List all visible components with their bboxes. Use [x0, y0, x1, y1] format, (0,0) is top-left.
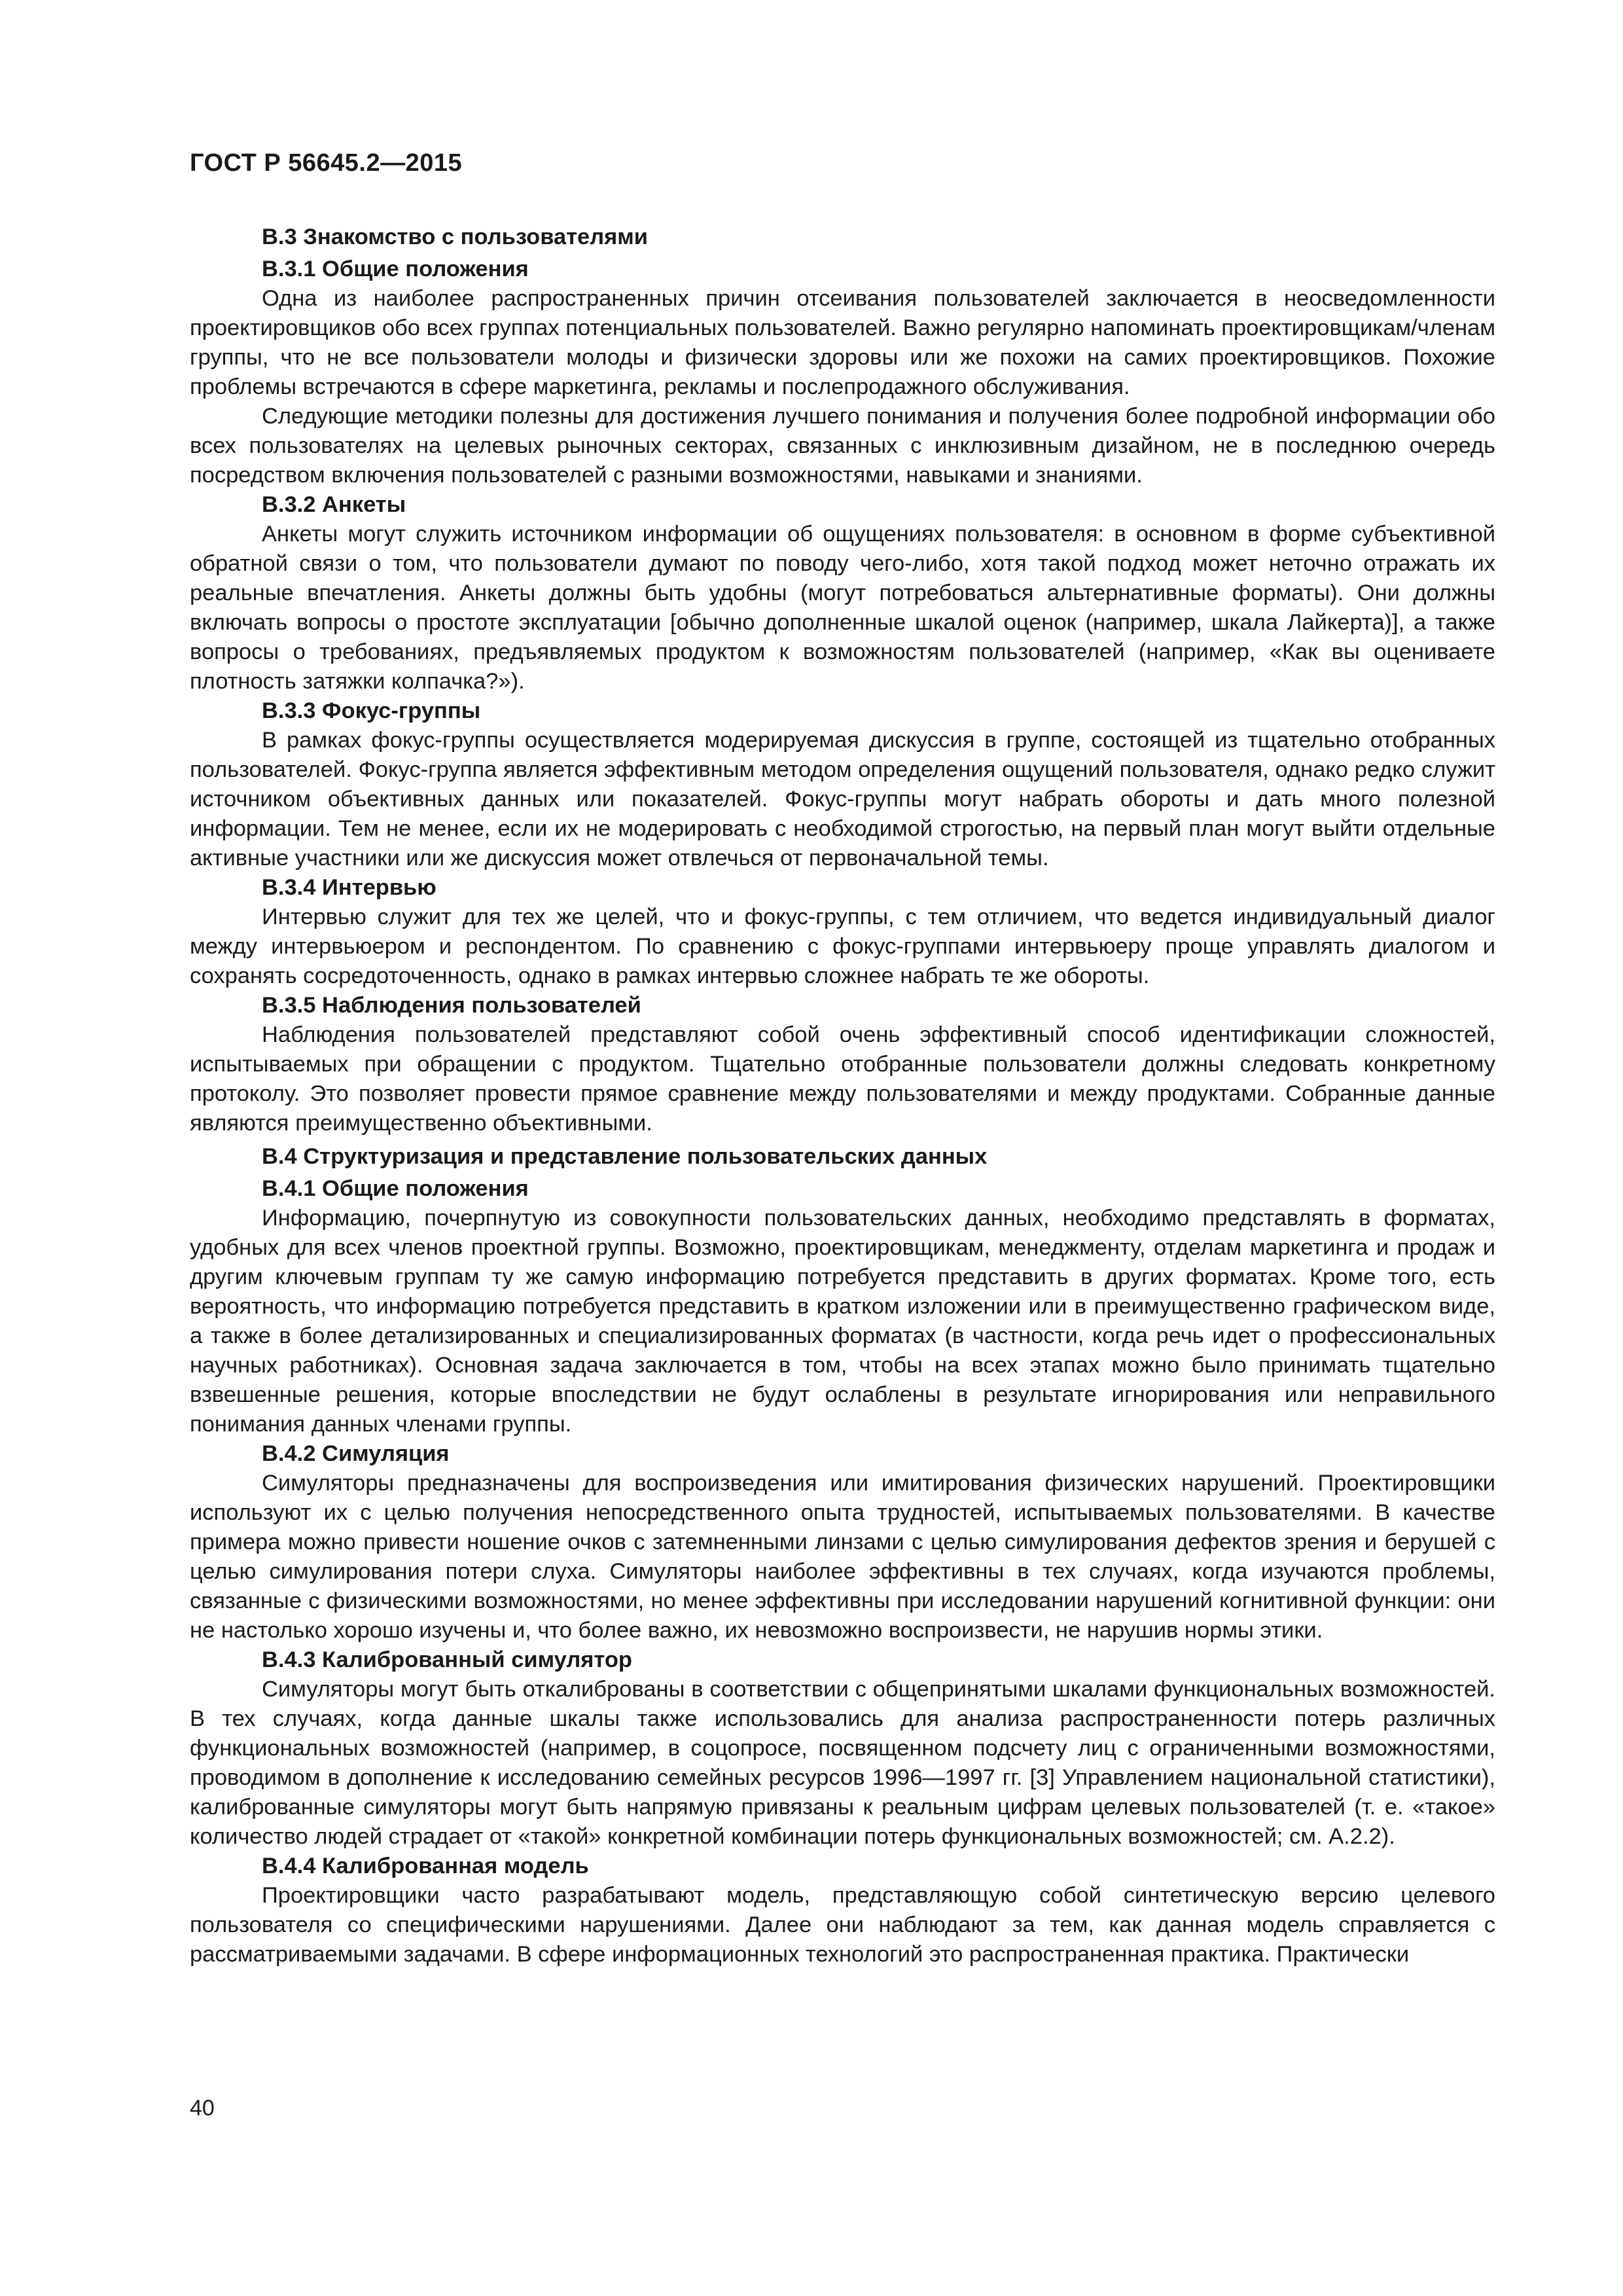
- section-b35-title: В.3.5 Наблюдения пользователей: [262, 993, 641, 1018]
- section-b35-paragraph-1: Наблюдения пользователей представляют собой очень эффективный способ идентификации сложностей, испытываемых при обращении с продуктом. Тщательно отобранные пользователи должны следовать конкретному протоколу. Это позволяет провести прямое сравнение между пользователями и между продуктами. Собранные данные являются преимущественно объективными.: [190, 1022, 1495, 1136]
- section-b33-paragraph-1: В рамках фокус-группы осуществляется модерируемая дискуссия в группе, состоящей из тщательно отобранных пользователей. Фокус-группа является эффективным методом определения ощущений пользователя, однако редко служит источником объективных данных или показателей. Фокус-группы могут набрать обороты и дать много полезной информации. Тем не менее, если их не модерировать с необходимой строгостью, на первый план могут выйти отдельные активные участники или же дискуссия может отвлечься от первоначальной темы.: [190, 728, 1495, 870]
- section-b3-title: В.3 Знакомство с пользователями: [262, 224, 649, 249]
- section-b33-title: В.3.3 Фокус-группы: [262, 698, 481, 723]
- standard-id-header: ГОСТ Р 56645.2—2015: [190, 149, 463, 177]
- section-b42-title: В.4.2 Симуляция: [262, 1441, 450, 1466]
- section-b44-paragraph-1: Проектировщики часто разрабатывают модель, представляющую собой синтетическую версию целевого пользователя со специфическими нарушениями. Далее они наблюдают за тем, как данная модель справляется с рассматриваемыми задачами. В сфере информационных технологий это распространенная практика. Практически: [190, 1883, 1495, 1967]
- section-b31-paragraph-1: Одна из наиболее распространенных причин отсеивания пользователей заключается в неосведомленности проектировщиков обо всех группах потенциальных пользователей. Важно регулярно напоминать проектировщикам/членам группы, что не все пользователи молоды и физически здоровы или же похожи на самих проектировщиков. Похожие проблемы встречаются в сфере маркетинга, рекламы и послепродажного обслуживания.: [190, 286, 1495, 399]
- section-b32-title: В.3.2 Анкеты: [262, 492, 406, 517]
- section-b42-paragraph-1: Симуляторы предназначены для воспроизведения или имитирования физических нарушений. Проектировщики используют их с целью получения непосредственного опыта трудностей, испытываемых пользователями. В качестве примера можно привести ношение очков с затемненными линзами с целью симулирования дефектов зрения и берушей с целью симулирования потери слуха. Симуляторы наиболее эффективны в тех случаях, когда изучаются проблемы, связанные с физическими возможностями, но менее эффективны при исследовании нарушений когнитивной функции: они не настолько хорошо изучены и, что более важно, их невозможно воспроизвести, не нарушив нормы этики.: [190, 1471, 1495, 1643]
- section-b41-title: В.4.1 Общие положения: [262, 1176, 529, 1201]
- section-b43-paragraph-1: Симуляторы могут быть откалиброваны в соответствии с общепринятыми шкалами функциональных возможностей. В тех случаях, когда данные шкалы также использовались для анализа распространенности потерь различных функциональных возможностей (например, в соцопросе, посвященном подсчету лиц с ограниченными возможностями, проводимом в дополнение к исследованию семейных ресурсов 1996—1997 гг. [3] Управлением национальной статистики), калиброванные симуляторы могут быть напрямую привязаны к реальным цифрам целевых пользователей (т. е. «такое» количество людей страдает от «такой» конкретной комбинации потерь функциональных возможностей; см. А.2.2).: [190, 1677, 1495, 1849]
- section-b44-title: В.4.4 Калиброванная модель: [262, 1854, 589, 1878]
- page-number: 40: [190, 2096, 215, 2121]
- section-b31-paragraph-2: Следующие методики полезны для достижения лучшего понимания и получения более подробной информации обо всех пользователях на целевых рыночных секторах, связанных с инклюзивным дизайном, не в последнюю очередь посредством включения пользователей с разными возможностями, навыками и знаниями.: [190, 404, 1495, 488]
- section-b41-paragraph-1: Информацию, почерпнутую из совокупности пользовательских данных, необходимо представлять в форматах, удобных для всех членов проектной группы. Возможно, проектировщикам, менеджменту, отделам маркетинга и продаж и другим ключевым группам ту же самую информацию потребуется представить в других форматах. Кроме того, есть вероятность, что информацию потребуется представить в кратком изложении или в преимущественно графическом виде, а также в более детализированных и специализированных форматах (в частности, когда речь идет о профессиональных научных работниках). Основная задача заключается в том, чтобы на всех этапах можно было принимать тщательно взвешенные решения, которые впоследствии не будут ослаблены в результате игнорирования или неправильного понимания данных членами группы.: [190, 1206, 1495, 1437]
- section-b4-title: В.4 Структуризация и представление пользовательских данных: [262, 1144, 988, 1169]
- document-body: [190, 223, 1495, 1969]
- section-b31-title: В.3.1 Общие положения: [262, 257, 529, 281]
- section-b32-paragraph-1: Анкеты могут служить источником информации об ощущениях пользователя: в основном в форме субъективной обратной связи о том, что пользователи думают по поводу чего-либо, хотя такой подход может неточно отражать их реальные впечатления. Анкеты должны быть удобны (могут потребоваться альтернативные форматы). Они должны включать вопросы о простоте эксплуатации [обычно дополненные шкалой оценок (например, шкала Лайкерта)], а также вопросы о требованиях, предъявляемых продуктом к возможностям пользователей (например, «Как вы оцениваете плотность затяжки колпачка?»).: [190, 522, 1495, 694]
- section-b34-paragraph-1: Интервью служит для тех же целей, что и фокус-группы, с тем отличием, что ведется индивидуальный диалог между интервьюером и респондентом. По сравнению с фокус-группами интервьюеру проще управлять диалогом и сохранять сосредоточенность, однако в рамках интервью сложнее набрать те же обороты.: [190, 905, 1495, 988]
- section-b43-title: В.4.3 Калиброванный симулятор: [262, 1647, 632, 1672]
- section-b34-title: В.3.4 Интервью: [262, 875, 437, 900]
